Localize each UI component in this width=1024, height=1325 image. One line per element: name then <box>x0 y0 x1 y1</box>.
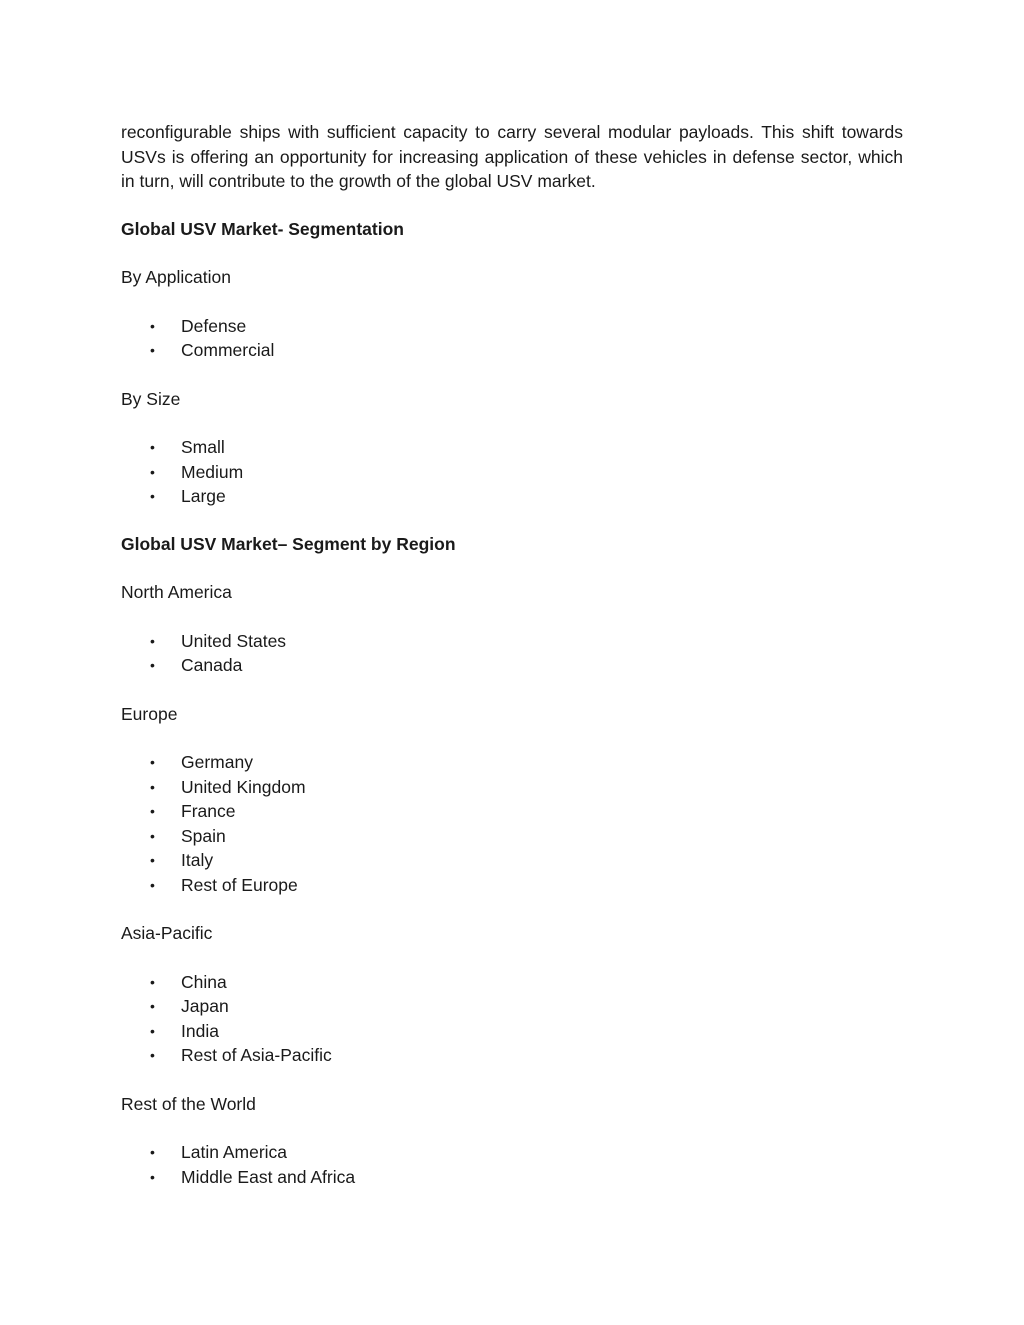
bullet-icon: • <box>150 439 155 455</box>
list-item-label: Latin America <box>181 1142 288 1162</box>
europe-list <box>121 750 903 897</box>
list-item <box>121 1043 903 1068</box>
list-item <box>121 484 903 509</box>
rest-of-world-label: Rest of the World <box>121 1093 256 1114</box>
europe-label: Europe <box>121 703 178 724</box>
list-item-label: Large <box>181 486 226 506</box>
list-item <box>121 338 903 363</box>
list-item <box>121 873 903 898</box>
list-item <box>121 848 903 873</box>
asia-pacific-list <box>121 970 903 1068</box>
bullet-icon: • <box>150 632 155 649</box>
bullet-icon: • <box>150 342 155 358</box>
list-item-label: Commercial <box>181 340 275 360</box>
region-heading: Global USV Market– Segment by Region <box>121 533 456 554</box>
document-page <box>121 120 903 1189</box>
list-item <box>121 799 903 824</box>
bullet-icon: • <box>150 876 155 893</box>
list-item-label: France <box>181 801 236 821</box>
application-list <box>121 314 903 363</box>
bullet-icon: • <box>150 973 155 990</box>
bullet-icon: • <box>150 1022 155 1039</box>
list-item <box>121 1165 903 1190</box>
list-item-label: Middle East and Africa <box>181 1166 356 1187</box>
list-item-label: Italy <box>181 850 214 870</box>
list-item-label: Small <box>181 437 225 457</box>
list-item-label: Canada <box>181 655 243 675</box>
size-list <box>121 435 903 509</box>
list-item <box>121 750 903 775</box>
rest-of-world-list <box>121 1140 903 1189</box>
list-item-label: United States <box>181 630 287 651</box>
list-item-label: Germany <box>181 752 253 772</box>
by-size-label: By Size <box>121 388 181 409</box>
list-item-label: Medium <box>181 461 244 482</box>
bullet-icon: • <box>150 778 155 795</box>
segmentation-heading: Global USV Market- Segmentation <box>121 218 404 239</box>
list-item <box>121 435 903 460</box>
list-item <box>121 1019 903 1044</box>
bullet-icon: • <box>150 852 155 868</box>
list-item <box>121 824 903 849</box>
north-america-list <box>121 629 903 678</box>
list-item-label: Rest of Europe <box>181 874 298 895</box>
list-item <box>121 629 903 654</box>
list-item <box>121 775 903 800</box>
list-item-label: Japan <box>181 996 229 1016</box>
list-item-label: Defense <box>181 315 247 336</box>
list-item <box>121 460 903 485</box>
bullet-icon: • <box>150 463 155 480</box>
list-item-label: China <box>181 971 227 992</box>
bullet-icon: • <box>150 488 155 504</box>
intro-paragraph: reconfigurable ships with sufficient capacity to carry several modular payloads. This shift towards USVs is offering an opportunity for increasing application of these vehicles in defense sector, which in turn, will contribute to the growth of the global USV market. <box>121 122 903 191</box>
list-item-label: United Kingdom <box>181 776 306 797</box>
bullet-icon: • <box>150 998 155 1014</box>
bullet-icon: • <box>150 657 155 673</box>
bullet-icon: • <box>150 1144 155 1160</box>
list-item <box>121 994 903 1019</box>
list-item <box>121 314 903 339</box>
list-item <box>121 653 903 678</box>
north-america-label: North America <box>121 582 232 602</box>
asia-pacific-label: Asia-Pacific <box>121 923 213 943</box>
bullet-icon: • <box>150 317 155 334</box>
bullet-icon: • <box>150 1047 155 1063</box>
list-item <box>121 970 903 995</box>
bullet-icon: • <box>150 1168 155 1185</box>
list-item-label: Spain <box>181 825 226 846</box>
by-application-label: By Application <box>121 267 231 287</box>
bullet-icon: • <box>150 827 155 844</box>
bullet-icon: • <box>150 754 155 770</box>
list-item-label: Rest of Asia-Pacific <box>181 1045 332 1065</box>
bullet-icon: • <box>150 803 155 819</box>
list-item-label: India <box>181 1020 219 1041</box>
list-item <box>121 1140 903 1165</box>
